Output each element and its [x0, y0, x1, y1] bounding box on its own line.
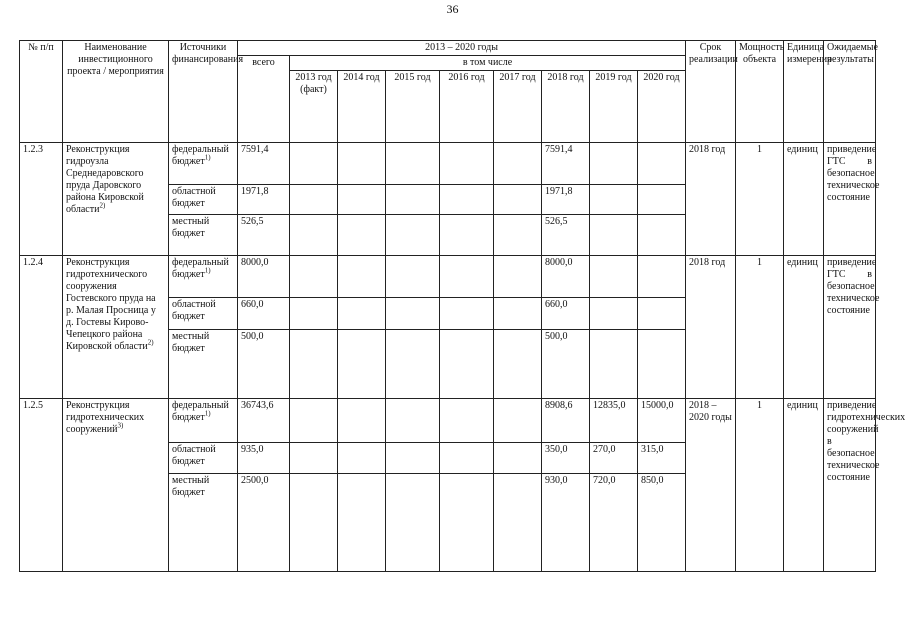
header-unit: Единица измерения [784, 41, 824, 143]
year-value-empty [290, 256, 338, 298]
project-name: Реконструкция гидротехнических сооружений$^{3)}$ [63, 399, 169, 572]
header-power: Мощность объекта [736, 41, 784, 143]
year-value-empty [386, 143, 440, 185]
header-year: 2016 год [440, 71, 494, 143]
header-year: 2017 год [494, 71, 542, 143]
header-total: всего [238, 56, 290, 143]
funding-source: федеральный бюджет$^{1)}$ [169, 256, 238, 298]
year-value-empty [338, 399, 386, 443]
total-value: 36743,6 [238, 399, 290, 443]
project-result: приведение ГТС в безопасное техническое состояние [824, 256, 876, 399]
year-value-empty [440, 185, 494, 215]
year-value-empty [440, 143, 494, 185]
year-value-empty [290, 215, 338, 256]
year-2018-value: 350,0 [542, 443, 590, 474]
project-result: приведение ГТС в безопасное техническое состояние [824, 143, 876, 256]
header-term: Срок реализации [686, 41, 736, 143]
year-2020-value [638, 215, 686, 256]
header-incl: в том числе [290, 56, 686, 71]
funding-source: федеральный бюджет$^{1)}$ [169, 399, 238, 443]
funding-source: местный бюджет [169, 215, 238, 256]
table-row [20, 256, 876, 298]
year-value-empty [386, 399, 440, 443]
year-value-empty [386, 474, 440, 572]
year-value-empty [494, 443, 542, 474]
year-value-empty [440, 399, 494, 443]
year-value-empty [494, 330, 542, 399]
header-name: Наименование инвестиционного проекта / мероприятия [63, 41, 169, 143]
total-value: 1971,8 [238, 185, 290, 215]
year-value-empty [338, 143, 386, 185]
year-value-empty [338, 298, 386, 330]
funding-source-footnote: 1) [204, 266, 211, 275]
year-2020-value [638, 143, 686, 185]
year-value-empty [290, 399, 338, 443]
year-value-empty [338, 185, 386, 215]
funding-source: местный бюджет [169, 474, 238, 572]
year-2020-value: 15000,0 [638, 399, 686, 443]
year-2019-value [590, 256, 638, 298]
year-value-empty [494, 143, 542, 185]
total-value: 935,0 [238, 443, 290, 474]
project-number: 1.2.4 [20, 256, 63, 399]
project-power: 1 [736, 256, 784, 399]
project-name: Реконструкция гидроузла Среднедаровского пруда Даровского района Кировской области$^{2)}$ [63, 143, 169, 256]
year-value-empty [386, 256, 440, 298]
year-value-empty [440, 215, 494, 256]
project-number: 1.2.5 [20, 399, 63, 572]
project-term: 2018 – 2020 годы [686, 399, 736, 572]
header-year: 2020 год [638, 71, 686, 143]
year-value-empty [440, 443, 494, 474]
year-2018-value: 7591,4 [542, 143, 590, 185]
project-name-footnote: 2) [99, 201, 106, 210]
header-year: 2014 год [338, 71, 386, 143]
year-value-empty [494, 399, 542, 443]
year-2019-value: 12835,0 [590, 399, 638, 443]
project-name: Реконструкция гидротехнического сооружения Гостевского пруда на р. Малая Просница у д. Гостевы Кирово-Чепецкого района Кировской области$^{2)}$ [63, 256, 169, 399]
year-2020-value [638, 298, 686, 330]
year-2018-value: 500,0 [542, 330, 590, 399]
table-row [20, 143, 876, 185]
header-result: Ожидаемые результаты [824, 41, 876, 143]
year-value-empty [494, 474, 542, 572]
year-value-empty [338, 474, 386, 572]
year-2018-value: 8000,0 [542, 256, 590, 298]
year-value-empty [290, 143, 338, 185]
total-value: 660,0 [238, 298, 290, 330]
project-unit: единиц [784, 399, 824, 572]
project-name-footnote: 3) [117, 421, 124, 430]
year-2020-value [638, 185, 686, 215]
header-year: 2018 год [542, 71, 590, 143]
funding-source: областной бюджет [169, 298, 238, 330]
header-year: 2015 год [386, 71, 440, 143]
project-unit: единиц [784, 143, 824, 256]
year-value-empty [338, 256, 386, 298]
header-period: 2013 – 2020 годы [238, 41, 686, 56]
header-num: № п/п [20, 41, 63, 143]
year-2019-value: 720,0 [590, 474, 638, 572]
funding-source: областной бюджет [169, 443, 238, 474]
project-power: 1 [736, 399, 784, 572]
year-2018-value: 660,0 [542, 298, 590, 330]
year-value-empty [440, 474, 494, 572]
project-name-footnote: 2) [147, 338, 154, 347]
year-value-empty [386, 330, 440, 399]
year-value-empty [338, 443, 386, 474]
year-value-empty [440, 298, 494, 330]
project-term: 2018 год [686, 143, 736, 256]
year-value-empty [386, 185, 440, 215]
year-value-empty [440, 256, 494, 298]
year-value-empty [338, 330, 386, 399]
table-row [20, 399, 876, 443]
funding-source: федеральный бюджет$^{1)}$ [169, 143, 238, 185]
year-2020-value [638, 256, 686, 298]
year-value-empty [290, 474, 338, 572]
year-2019-value: 270,0 [590, 443, 638, 474]
year-2020-value: 850,0 [638, 474, 686, 572]
header-year: 2013 год (факт) [290, 71, 338, 143]
year-2020-value: 315,0 [638, 443, 686, 474]
year-value-empty [386, 215, 440, 256]
year-2020-value [638, 330, 686, 399]
year-2019-value [590, 215, 638, 256]
project-number: 1.2.3 [20, 143, 63, 256]
total-value: 526,5 [238, 215, 290, 256]
project-power: 1 [736, 143, 784, 256]
year-value-empty [338, 215, 386, 256]
year-2018-value: 8908,6 [542, 399, 590, 443]
investment-projects-table [19, 40, 905, 572]
project-unit: единиц [784, 256, 824, 399]
year-value-empty [386, 443, 440, 474]
year-2019-value [590, 185, 638, 215]
total-value: 2500,0 [238, 474, 290, 572]
year-value-empty [290, 330, 338, 399]
year-value-empty [290, 185, 338, 215]
year-value-empty [494, 298, 542, 330]
total-value: 8000,0 [238, 256, 290, 298]
year-2018-value: 1971,8 [542, 185, 590, 215]
project-result: приведение гидротехнических сооружений в безопасное техническое состояние [824, 399, 876, 572]
year-value-empty [290, 443, 338, 474]
year-value-empty [494, 215, 542, 256]
year-2019-value [590, 143, 638, 185]
year-value-empty [494, 256, 542, 298]
funding-source-footnote: 1) [204, 153, 211, 162]
year-2019-value [590, 330, 638, 399]
year-2018-value: 930,0 [542, 474, 590, 572]
header-source: Источники финансирования [169, 41, 238, 143]
total-value: 500,0 [238, 330, 290, 399]
year-value-empty [494, 185, 542, 215]
project-term: 2018 год [686, 256, 736, 399]
page-number: 36 [446, 2, 459, 16]
funding-source: областной бюджет [169, 185, 238, 215]
year-2019-value [590, 298, 638, 330]
funding-source: местный бюджет [169, 330, 238, 399]
year-value-empty [386, 298, 440, 330]
header-year: 2019 год [590, 71, 638, 143]
year-value-empty [440, 330, 494, 399]
funding-source-footnote: 1) [204, 409, 211, 418]
year-2018-value: 526,5 [542, 215, 590, 256]
year-value-empty [290, 298, 338, 330]
total-value: 7591,4 [238, 143, 290, 185]
